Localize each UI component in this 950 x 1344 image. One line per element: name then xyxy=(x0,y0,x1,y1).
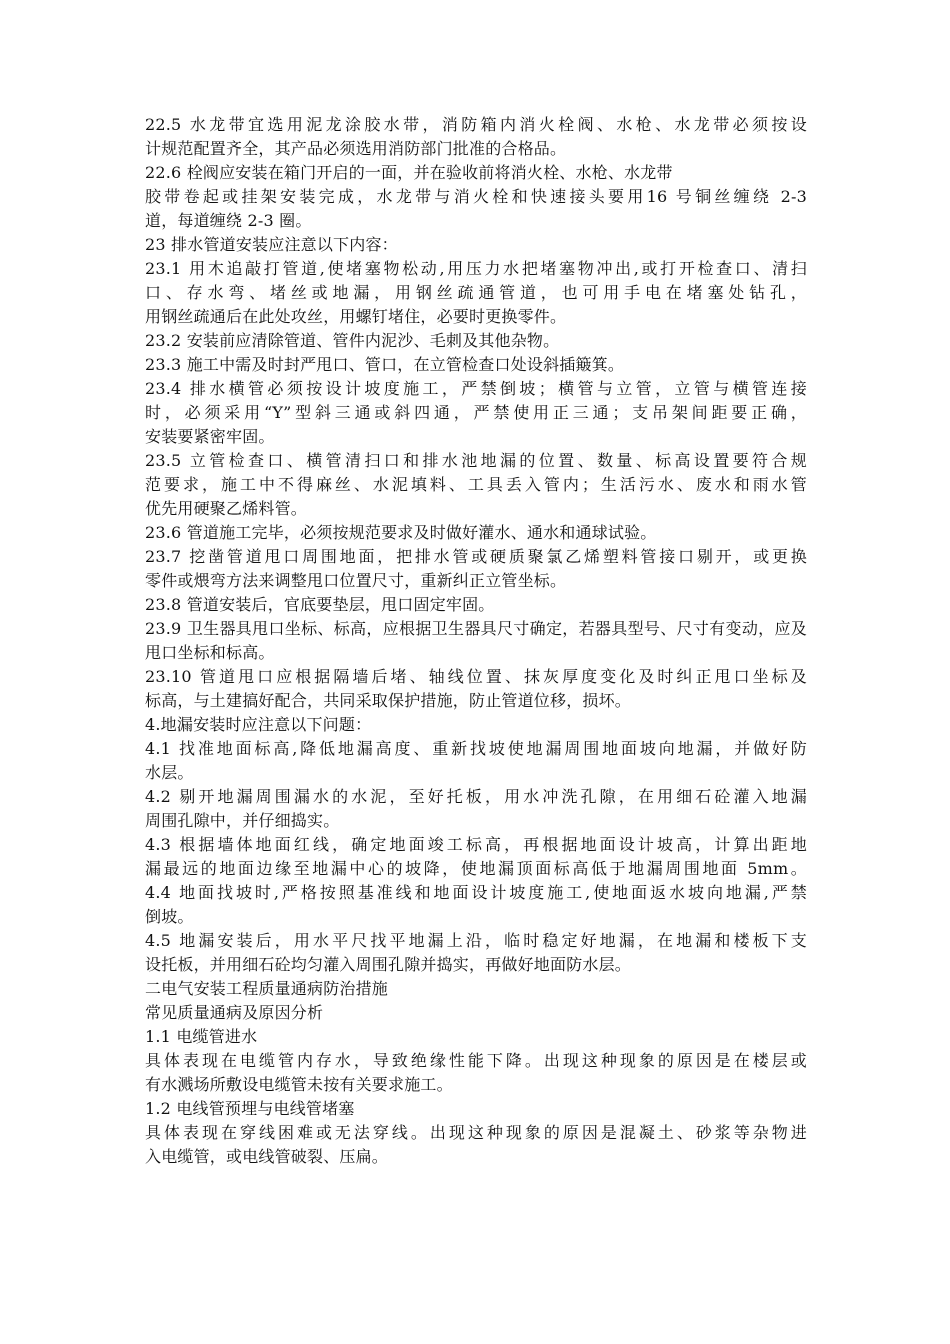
text-line: 23.10 管道甩口应根据隔墙后堵、轴线位置、抹灰厚度变化及时纠正甩口坐标及 xyxy=(145,667,807,686)
text-line: 4.地漏安装时应注意以下问题： xyxy=(145,715,372,734)
text-line: 23.4 排水横管必须按设计坡度施工，严禁倒坡；横管与立管，立管与横管连接 xyxy=(145,379,807,398)
text-line: 4.5 地漏安装后，用水平尺找平地漏上沿，临时稳定好地漏，在地漏和楼板下支 xyxy=(145,931,807,950)
text-line: 23.2 安装前应清除管道、管件内泥沙、毛刺及其他杂物。 xyxy=(145,331,560,350)
document-body xyxy=(145,113,807,1169)
text-line: 具体表现在穿线困难或无法穿线。出现这种现象的原因是混凝土、砂浆等杂物进 xyxy=(145,1123,807,1142)
text-line: 23.1 用木追敲打管道,使堵塞物松动,用压力水把堵塞物冲出,或打开检查口、清扫 xyxy=(145,259,807,278)
text-line: 23.3 施工中需及时封严甩口、管口，在立管检查口处设斜插簸箕。 xyxy=(145,355,625,374)
text-line: 23.9 卫生器具甩口坐标、标高，应根据卫生器具尺寸确定，若器具型号、尺寸有变动，应及 xyxy=(145,619,807,638)
text-line: 23 排水管道安装应注意以下内容： xyxy=(145,235,398,254)
text-line: 范要求，施工中不得麻丝、水泥填料、工具丢入管内；生活污水、废水和雨水管 xyxy=(145,475,807,494)
text-line: 标高，与土建搞好配合，共同采取保护措施，防止管道位移，损坏。 xyxy=(145,691,632,710)
text-line: 22.5 水龙带宜选用泥龙涂胶水带，消防箱内消火栓阀、水枪、水龙带必须按设 xyxy=(145,115,807,134)
text-line: 优先用硬聚乙烯料管。 xyxy=(145,499,308,518)
text-line: 胶带卷起或挂架安装完成，水龙带与消火栓和快速接头要用16 号铜丝缠绕 2-3 xyxy=(145,187,807,206)
text-line: 漏最远的地面边缘至地漏中心的坡降，使地漏顶面标高低于地漏周围地面 5mm。 xyxy=(145,859,807,878)
text-line: 二电气安装工程质量通病防治措施 xyxy=(145,979,389,998)
text-line: 倒坡。 xyxy=(145,907,194,926)
text-line: 23.7 挖凿管道甩口周围地面，把排水管或硬质聚氯乙烯塑料管接口剔开，或更换 xyxy=(145,547,807,566)
text-line: 时，必须采用“Y”型斜三通或斜四通，严禁使用正三通；支吊架间距要正确， xyxy=(145,403,807,422)
text-line: 具体表现在电缆管内存水，导致绝缘性能下降。出现这种现象的原因是在楼层或 xyxy=(145,1051,807,1070)
text-line: 23.8 管道安装后，官底要垫层，甩口固定牢固。 xyxy=(145,595,495,614)
text-line: 甩口坐标和标高。 xyxy=(145,643,275,662)
text-line: 4.2 剔开地漏周围漏水的水泥，至好托板，用水冲洗孔隙，在用细石砼灌入地漏 xyxy=(145,787,807,806)
text-line: 常见质量通病及原因分析 xyxy=(145,1003,324,1022)
text-line: 入电缆管，或电线管破裂、压扁。 xyxy=(145,1147,389,1166)
text-line: 4.4 地面找坡时,严格按照基准线和地面设计坡度施工,使地面返水坡向地漏,严禁 xyxy=(145,883,807,902)
text-line: 4.1 找准地面标高,降低地漏高度、重新找坡使地漏周围地面坡向地漏，并做好防 xyxy=(145,739,807,758)
text-line: 水层。 xyxy=(145,763,194,782)
text-line: 计规范配置齐全，其产品必须选用消防部门批准的合格品。 xyxy=(145,139,567,158)
text-line: 23.6 管道施工完毕，必须按规范要求及时做好灌水、通水和通球试验。 xyxy=(145,523,657,542)
text-line: 用钢丝疏通后在此处攻丝，用螺钉堵住，必要时更换零件。 xyxy=(145,307,567,326)
text-line: 4.3 根据墙体地面红线，确定地面竣工标高，再根据地面设计坡高，计算出距地 xyxy=(145,835,807,854)
text-line: 有水溅场所敷设电缆管未按有关要求施工。 xyxy=(145,1075,453,1094)
text-line: 1.2 电线管预埋与电线管堵塞 xyxy=(145,1099,355,1118)
text-line: 道，每道缠绕 2-3 圈。 xyxy=(145,211,312,230)
text-line: 23.5 立管检查口、横管清扫口和排水池地漏的位置、数量、标高设置要符合规 xyxy=(145,451,807,470)
text-line: 设托板，并用细石砼均匀灌入周围孔隙并捣实，再做好地面防水层。 xyxy=(145,955,632,974)
text-line: 口、存水弯、堵丝或地漏，用钢丝疏通管道，也可用手电在堵塞处钻孔， xyxy=(145,283,807,302)
text-line: 零件或煨弯方法来调整甩口位置尺寸，重新纠正立管坐标。 xyxy=(145,571,567,590)
text-line: 周围孔隙中，并仔细捣实。 xyxy=(145,811,340,830)
text-line: 安装要紧密牢固。 xyxy=(145,427,275,446)
text-line: 22.6 栓阀应安装在箱门开启的一面，并在验收前将消火栓、水枪、水龙带 xyxy=(145,163,673,182)
text-line: 1.1 电缆管进水 xyxy=(145,1027,258,1046)
